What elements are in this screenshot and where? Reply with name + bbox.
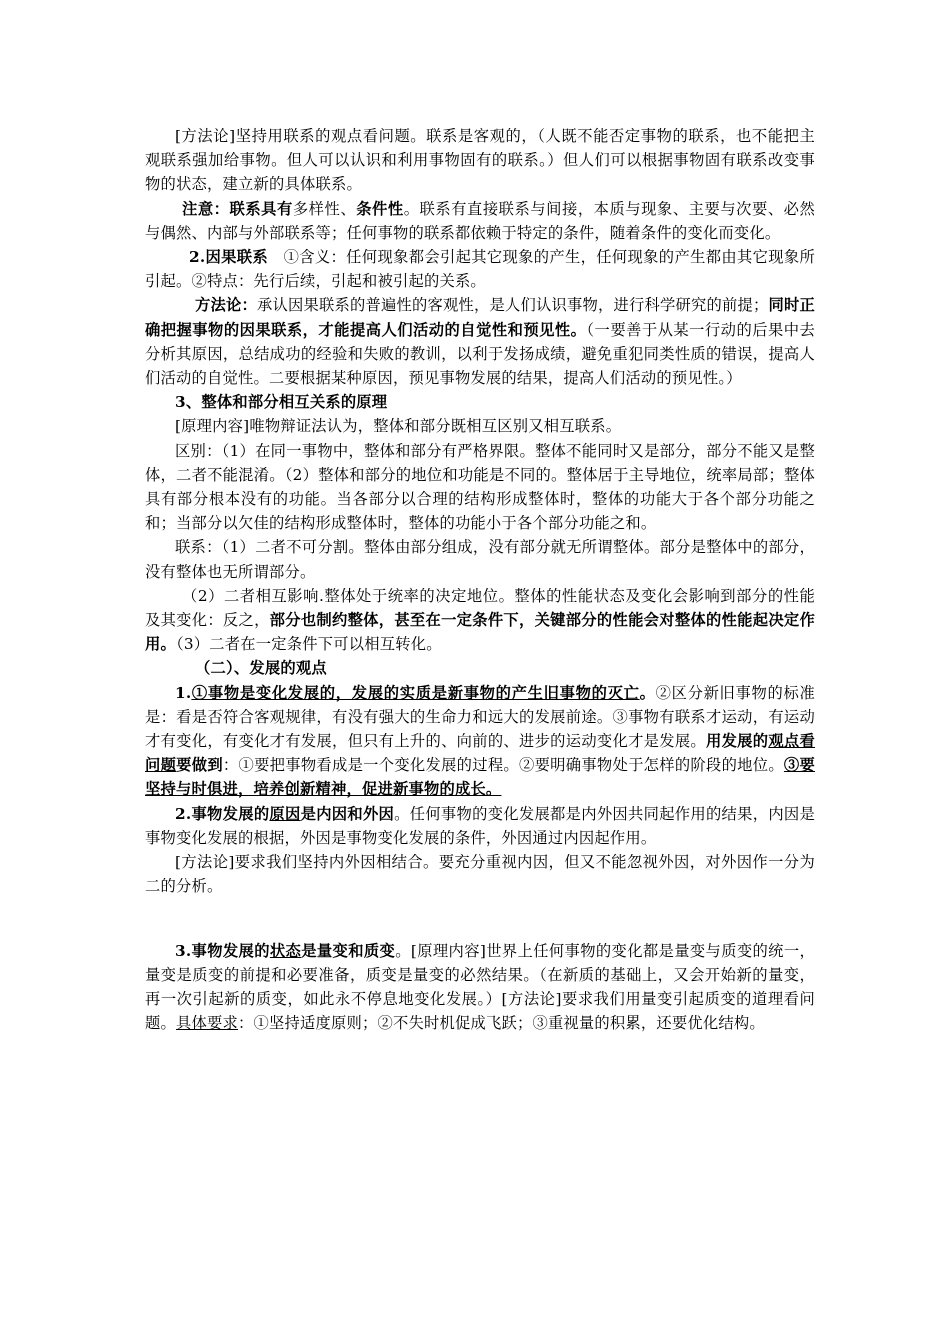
bold-underlined-text: 状态 [269,941,302,960]
bold-underlined-text: ①事物是变化发展的，发展的实质是新事物的产生旧事物的灭亡 [191,683,640,702]
paragraph-difference: 区别：（1）在同一事物中，整体和部分有严格界限。整体不能同时又是部分，部分不能又是整体，二者不能混淆。（2）整体和部分的地位和功能是不同的。整体居于主导地位，统率局部；整体具有部分根本没有的功能。当各部分以合理的结构形成整体时，整体的功能大于各个部分功能之和；当部分以欠佳的结构形成整体时，整体的功能小于各个部分功能之和。 [145,441,815,533]
bold-text: 部分也制约整体，甚至在一定条件下，关键部分的性能会对整体的性能起决定作用。 [145,611,815,654]
paragraph-internal-external-cause: 2.事物发展的原因是内因和外因。任何事物的变化发展都是内外因共同起作用的结果，内因是事物变化发展的根据，外因是事物变化发展的条件，外因通过内因起作用。 [145,804,816,847]
paragraph-causal-methodology: 方法论：承认因果联系的普遍性的客观性，是人们认识事物，进行科学研究的前提；同时正确把握事物的因果联系，才能提高人们活动的自觉性和预见性。（一要善于从某一行动的后果中去分析其原因，总结成功的经验和失败的教训，以利于发扬成绩，避免重犯同类性质的错误，提高人们活动的自觉性。二要根据某种原因，预见事物发展的结果，提高人们活动的预见性。） [145,296,815,388]
paragraph-connection: 联系：（1）二者不可分割。整体由部分组成，没有部分就无所谓整体。部分是整体中的部分，没有整体也无所谓部分。 [145,538,815,581]
document-body [145,124,815,1035]
bold-underlined-text: 原因 [269,804,301,823]
paragraph-methodology-connection: [方法论]坚持用联系的观点看问题。联系是客观的，（人既不能否定事物的联系，也不能把主观联系强加给事物。但人可以认识和利用事物固有的联系。）但人们可以根据事物固有联系改变事物的状态，建立新的具体联系。 [145,127,815,194]
section-heading-development: （二）、发展的观点 [195,659,327,678]
bold-text: 注意：联系具有 [182,199,293,218]
paragraph-principle-content: [原理内容]唯物辩证法认为，整体和部分既相互区别又相互联系。 [175,417,622,436]
paragraph-note-connection: 注意：联系具有多样性、条件性。联系有直接联系与间接，本质与现象、主要与次要、必然与偶然、内部与外部联系等；任何事物的联系都依赖于特定的条件，随着条件的变化而变化。 [145,199,816,242]
bold-text: 条件性 [356,199,404,218]
paragraph-causal-connection: 2.因果联系 ①含义：任何现象都会引起其它现象的产生，任何现象的产生都由其它现象所引起。②特点：先行后续，引起和被引起的关系。 [145,248,815,291]
bold-underlined-text: ③要坚持与时俱进，培养创新精神，促进新事物的成长。 [145,756,815,799]
paragraph-mutual-influence: （2）二者相互影响.整体处于统率的决定地位。整体的性能状态及变化会影响到部分的性能及其变化：反之，部分也制约整体，甚至在一定条件下，关键部分的性能会对整体的性能起决定作用。（3）二者在一定条件下可以相互转化。 [145,586,815,654]
bold-underlined-text: 观点看问题 [145,732,815,775]
bold-text: 2.因果联系 [189,248,269,267]
bold-text: 1. [175,683,192,702]
bold-text: 同时正确把握事物的因果联系，才能提高人们活动的自觉性和预见性。 [145,296,815,339]
spacer [145,899,815,939]
paragraph-quantitative-qualitative: 3.事物发展的状态是量变和质变。[原理内容]世界上任何事物的变化都是量变与质变的统一，量变是质变的前提和必要准备，质变是量变的必然结果。（在新质的基础上，又会开始新的量变，再一次引起新的质变，如此永不停息地变化发展。）[方法论]要求我们用量变引起质变的道理看问题。具体要求：①坚持适度原则；②不失时机促成飞跃；③重视量的积累，还要优化结构。 [145,941,816,1033]
underlined-text: 具体要求 [176,1014,238,1033]
paragraph-cause-methodology: [方法论]要求我们坚持内外因相结合。要充分重视内因，但又不能忽视外因，对外因作一分为二的分析。 [145,853,815,896]
paragraph-development-essence: 1.①事物是变化发展的，发展的实质是新事物的产生旧事物的灭亡。②区分新旧事物的标准是：看是否符合客观规律，有没有强大的生命力和远大的发展前途。③事物有联系才运动，有运动才有变化，有变化才有发展，但只有上升的、向前的、进步的运动变化才是发展。用发展的观点看问题要做到：①要把事物看成是一个变化发展的过程。②要明确事物处于怎样的阶段的地位。③要坚持与时俱进，培养创新精神，促进新事物的成长。 [145,683,815,799]
section-heading-whole-part: 3、整体和部分相互关系的原理 [175,393,388,412]
bold-text: 方法论： [195,296,257,315]
